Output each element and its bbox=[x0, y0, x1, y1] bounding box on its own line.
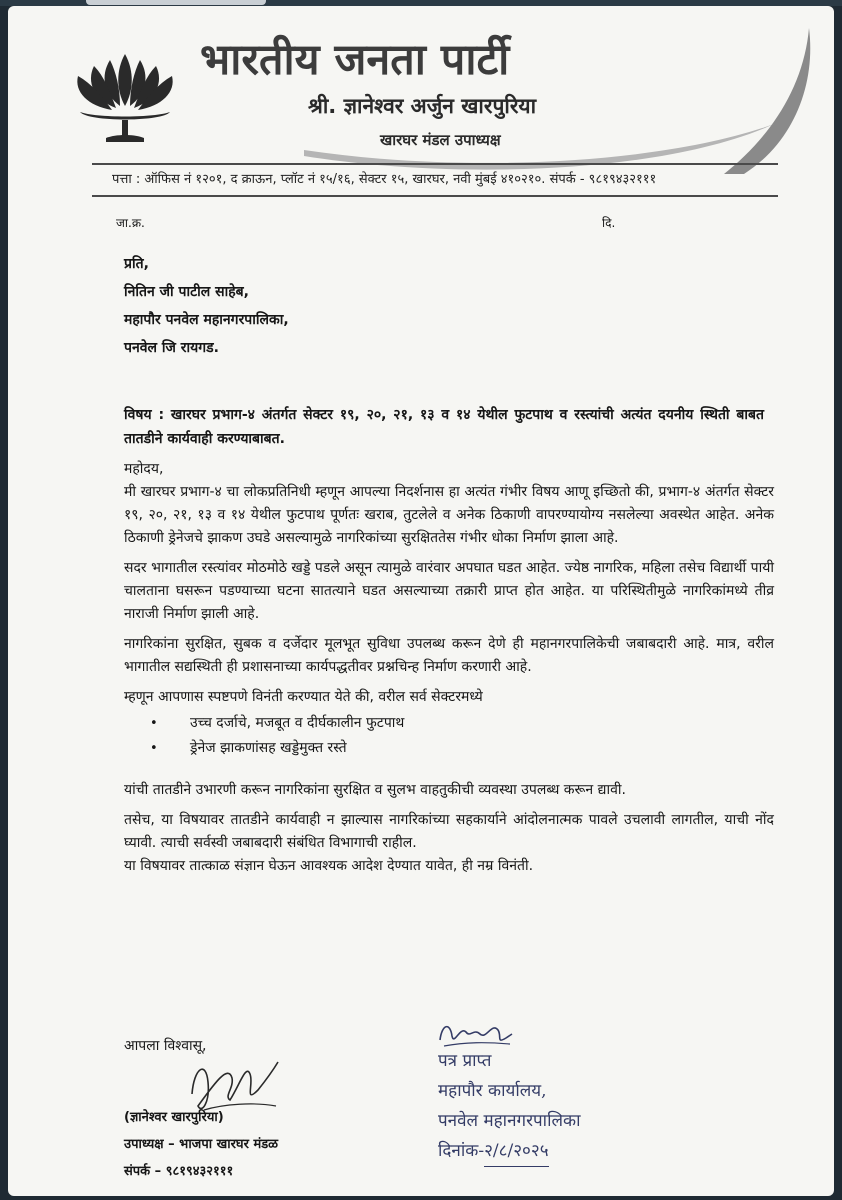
subject-line: विषय : खारघर प्रभाग-४ अंतर्गत सेक्टर १९, २०, २१, १३ व १४ येथील फुटपाथ व रस्त्यांची अत्यंत दयनीय स्थिती बाबत तातडीने कार्यवाही करण्याबाबत. bbox=[124, 407, 764, 447]
reference-date-label: दि. bbox=[602, 216, 616, 230]
lotus-logo-icon bbox=[66, 48, 184, 146]
request-list-item: • उच्च दर्जाचे, मजबूत व दीर्घकालीन फुटपाथ bbox=[190, 711, 774, 736]
receipt-line: पत्र प्राप्त bbox=[438, 1051, 492, 1071]
reference-number-label: जा.क्र. bbox=[116, 216, 145, 230]
person-name: श्री. ज्ञानेश्वर अर्जुन खारपुरिया bbox=[308, 94, 537, 118]
salutation: महोदय, bbox=[124, 461, 164, 477]
designation: खारघर मंडल उपाध्यक्ष bbox=[380, 131, 501, 149]
letter-page bbox=[8, 6, 834, 1196]
sender-block bbox=[124, 1104, 424, 1185]
letter-body bbox=[124, 458, 774, 885]
recipient-line: पनवेल जि रायगड. bbox=[124, 340, 219, 356]
body-paragraph: सदर भागातील रस्त्यांवर मोठमोठे खड्डे पडले असून त्यामुळे वारंवार अपघात घडत आहेत. ज्येष्ठ नागरिक, महिला तसेच विद्यार्थी पायी चालताना घसरून पडण्याच्या घटना सातत्याने घडत असल्याच्या तक्रारी प्राप्त होत आहेत. या परिस्थितीमुळे नागरिकांमध्ये तीव्र नाराजी निर्माण झाली आहे. bbox=[124, 560, 774, 622]
receipt-date-value: २/८/२०२५ bbox=[484, 1136, 549, 1167]
sender-name: (ज्ञानेश्वर खारपुरिया) bbox=[124, 1110, 224, 1125]
body-paragraph: म्हणून आपणास स्पष्टपणे विनंती करण्यात येते की, वरील सर्व सेक्टरमध्ये bbox=[124, 689, 483, 705]
body-paragraph: मी खारघर प्रभाग-४ चा लोकप्रतिनिधी म्हणून आपल्या निदर्शनास हा अत्यंत गंभीर विषय आणू इच्छितो की, प्रभाग-४ अंतर्गत सेक्टर १९, २०, २१, १३ व १४ येथील फुटपाथ पूर्णतः खराब, तुटलेले व अनेक ठिकाणी वापरण्यायोग्य नसलेल्या अवस्थेत आहेत. अनेक ठिकाणी ड्रेनेजचे झाकण उघडे असल्यामुळे नागरिकांच्या सुरक्षिततेस गंभीर धोका निर्माण झाला आहे. bbox=[124, 484, 774, 546]
receipt-stamp bbox=[438, 1046, 678, 1167]
sender-contact: संपर्क – ९८१९४३२१११ bbox=[124, 1164, 234, 1179]
body-paragraph: या विषयावर तात्काळ संज्ञान घेऊन आवश्यक आदेश देण्यात यावेत, ही नम्र विनंती. bbox=[124, 858, 534, 874]
body-paragraph: नागरिकांना सुरक्षित, सुबक व दर्जेदार मूलभूत सुविधा उपलब्ध करून देणे ही महानगरपालिकेची जबाबदारी आहे. मात्र, वरील भागातील सद्यस्थिती ही प्रशासनाच्या कार्यपद्धतीवर प्रश्नचिन्ह निर्माण करणारी आहे. bbox=[124, 636, 774, 675]
closing-greeting: आपला विश्वासू, bbox=[124, 1038, 207, 1054]
party-name: भारतीय जनता पार्टी bbox=[200, 35, 510, 85]
body-paragraph: यांची तातडीने उभारणी करून नागरिकांना सुरक्षित व सुलभ वाहतुकीची व्यवस्था उपलब्ध करून द्यावी. bbox=[124, 782, 626, 798]
recipient-line: नितिन जी पाटील साहेब, bbox=[124, 284, 249, 300]
recipient-line: महापौर पनवेल महानगरपालिका, bbox=[124, 312, 289, 328]
receipt-line: पनवेल महानगरपालिका bbox=[438, 1111, 581, 1131]
receipt-line: महापौर कार्यालय, bbox=[438, 1081, 547, 1101]
address-bar: पत्ता : ऑफिस नं १२०१, द क्राऊन, प्लॉट नं १५/१६, सेक्टर १५, खारघर, नवी मुंबई ४१०२१०. संपर्क - ९८१९४३२१११ bbox=[92, 163, 778, 197]
recipient-line: प्रति, bbox=[124, 256, 149, 272]
body-paragraph: तसेच, या विषयावर तातडीने कार्यवाही न झाल्यास नागरिकांच्या सहकार्याने आंदोलनात्मक पावले उचलावी लागतील, याची नोंद घ्यावी. त्याची सर्वस्वी जबाबदारी संबंधित विभागाची राहील. bbox=[124, 812, 774, 851]
request-list bbox=[124, 711, 774, 761]
status-pill bbox=[86, 0, 266, 5]
receipt-date-label: दिनांक- bbox=[438, 1141, 485, 1161]
recipient-block bbox=[124, 250, 724, 362]
receipt-date-row bbox=[438, 1136, 678, 1167]
request-list-item: • ड्रेनेज झाकणांसह खड्डेमुक्त रस्ते bbox=[190, 736, 774, 761]
sender-title: उपाध्यक्ष – भाजपा खारघर मंडळ bbox=[124, 1137, 279, 1152]
